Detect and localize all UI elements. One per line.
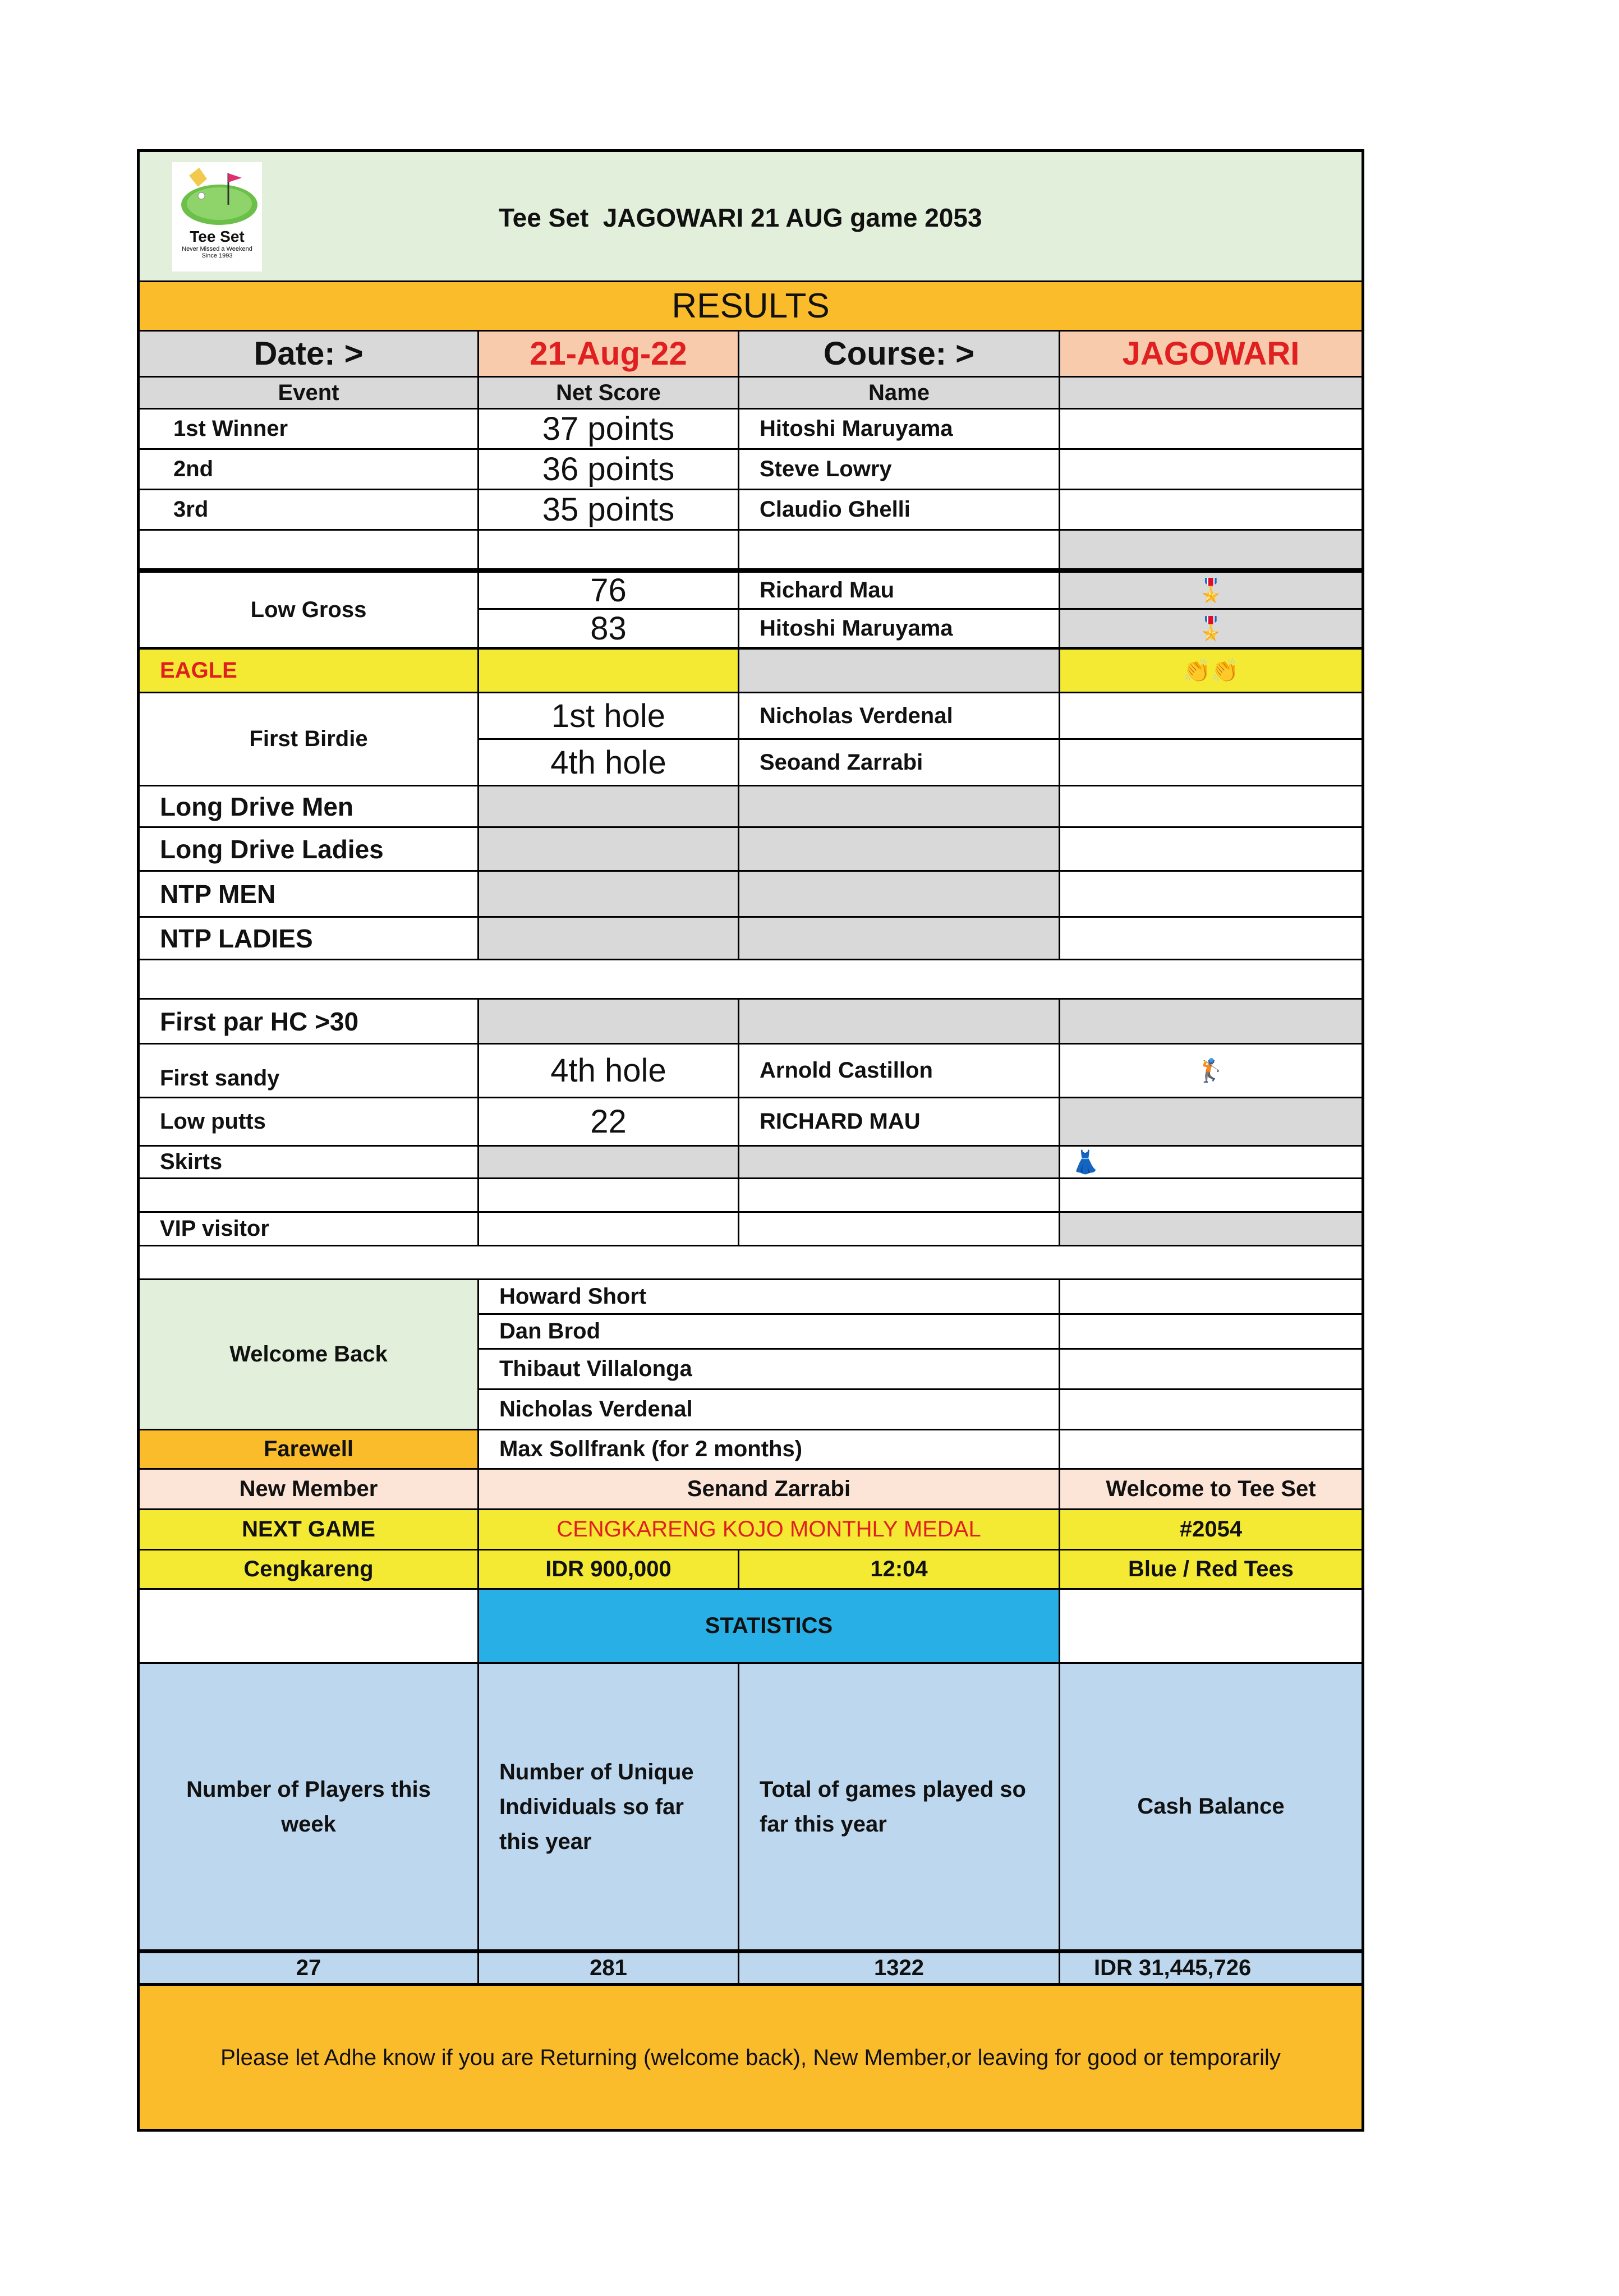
table-row bbox=[137, 872, 1364, 918]
eagle-label: EAGLE bbox=[137, 650, 479, 693]
first-birdie-row bbox=[137, 693, 1364, 786]
stat-value-unique: 281 bbox=[479, 1951, 739, 1986]
spacer-row bbox=[137, 1246, 1364, 1280]
col-event: Event bbox=[137, 378, 479, 409]
logo-name: Tee Set bbox=[190, 228, 245, 245]
vip-row bbox=[137, 1213, 1364, 1246]
long-drive-men-label: Long Drive Men bbox=[137, 786, 479, 828]
stat-value-games: 1322 bbox=[739, 1951, 1060, 1986]
farewell-name: Max Sollfrank (for 2 months) bbox=[479, 1430, 1060, 1470]
eagle-row bbox=[137, 650, 1364, 693]
sandy-hole: 4th hole bbox=[479, 1045, 739, 1098]
next-game-venue: Cengkareng bbox=[137, 1550, 479, 1590]
logo-tagline: Never Missed a Weekend bbox=[182, 246, 252, 252]
stat-header-cash: Cash Balance bbox=[1060, 1664, 1364, 1951]
tee-set-logo bbox=[172, 162, 262, 272]
table-row bbox=[137, 828, 1364, 872]
welcome-back-row bbox=[137, 1280, 1364, 1430]
table-row bbox=[137, 1000, 1364, 1045]
player-name: Steve Lowry bbox=[739, 450, 1060, 490]
list-item: Dan Brod bbox=[479, 1315, 1060, 1350]
farewell-row bbox=[137, 1430, 1364, 1470]
course-value: JAGOWARI bbox=[1060, 332, 1364, 378]
player-name: Richard Mau bbox=[739, 570, 1060, 610]
player-name: Claudio Ghelli bbox=[739, 490, 1060, 531]
spacer-row bbox=[137, 960, 1364, 1000]
statistics-headers-row bbox=[137, 1664, 1364, 1951]
course-label: Course: > bbox=[739, 332, 1060, 378]
col-net-score: Net Score bbox=[479, 378, 739, 409]
ntp-men-label: NTP MEN bbox=[137, 872, 479, 918]
table-row bbox=[137, 490, 1364, 531]
first-birdie-label: First Birdie bbox=[137, 693, 479, 786]
gross-score: 76 bbox=[479, 570, 739, 610]
medal-icon: 🎖️ bbox=[1060, 570, 1364, 610]
birdie-hole: 4th hole bbox=[479, 740, 739, 786]
player-name: Arnold Castillon bbox=[739, 1045, 1060, 1098]
table-row bbox=[137, 786, 1364, 828]
first-sandy-label: First sandy bbox=[137, 1045, 479, 1098]
statistics-values-row bbox=[137, 1951, 1364, 1986]
new-member-name: Senand Zarrabi bbox=[479, 1470, 1060, 1510]
date-value: 21-Aug-22 bbox=[479, 332, 739, 378]
ntp-ladies-label: NTP LADIES bbox=[137, 918, 479, 960]
table-row bbox=[137, 918, 1364, 960]
net-score: 36 points bbox=[479, 450, 739, 490]
long-drive-ladies-label: Long Drive Ladies bbox=[137, 828, 479, 872]
medal-icon: 🎖️ bbox=[1060, 610, 1364, 650]
event-label: 1st Winner bbox=[137, 409, 479, 450]
stat-header-unique: Number of Unique Individuals so far this year bbox=[479, 1664, 739, 1951]
next-game-fee: IDR 900,000 bbox=[479, 1550, 739, 1590]
next-game-details-row bbox=[137, 1550, 1364, 1590]
header bbox=[137, 149, 1364, 282]
column-headers bbox=[137, 378, 1364, 409]
col-name: Name bbox=[739, 378, 1060, 409]
skirts-label: Skirts bbox=[137, 1147, 479, 1179]
next-game-number: #2054 bbox=[1060, 1510, 1364, 1550]
new-member-row bbox=[137, 1470, 1364, 1510]
results-heading: RESULTS bbox=[137, 282, 1364, 332]
next-game-row bbox=[137, 1510, 1364, 1550]
low-putts-label: Low putts bbox=[137, 1098, 479, 1147]
next-game-time: 12:04 bbox=[739, 1550, 1060, 1590]
low-gross-row bbox=[137, 570, 1364, 650]
next-game-tees: Blue / Red Tees bbox=[1060, 1550, 1364, 1590]
next-game-title: CENGKARENG KOJO MONTHLY MEDAL bbox=[479, 1510, 1060, 1550]
meta-row bbox=[137, 332, 1364, 378]
spacer-row bbox=[137, 531, 1364, 570]
player-name: Nicholas Verdenal bbox=[739, 693, 1060, 740]
logo-since: Since 1993 bbox=[201, 252, 233, 259]
list-item: Thibaut Villalonga bbox=[479, 1350, 1060, 1390]
net-score: 35 points bbox=[479, 490, 739, 531]
event-label: 2nd bbox=[137, 450, 479, 490]
dress-icon: 👗 bbox=[1060, 1147, 1364, 1179]
skirts-row bbox=[137, 1147, 1364, 1179]
birdie-hole: 1st hole bbox=[479, 693, 739, 740]
welcome-back-label: Welcome Back bbox=[137, 1280, 479, 1430]
table-row bbox=[137, 450, 1364, 490]
spacer-row bbox=[137, 1179, 1364, 1213]
net-score: 37 points bbox=[479, 409, 739, 450]
player-name: Hitoshi Maruyama bbox=[739, 610, 1060, 650]
gross-score: 83 bbox=[479, 610, 739, 650]
next-game-label: NEXT GAME bbox=[137, 1510, 479, 1550]
footer-note: Please let Adhe know if you are Returning (welcome back), New Member,or leaving for good or temporarily bbox=[137, 1986, 1364, 2132]
footer-row bbox=[137, 1986, 1364, 2132]
player-name: RICHARD MAU bbox=[739, 1098, 1060, 1147]
clapping-hands-icon: 👏👏 bbox=[1060, 650, 1364, 693]
results-sheet bbox=[137, 149, 1364, 2138]
event-label: 3rd bbox=[137, 490, 479, 531]
first-par-label: First par HC >30 bbox=[137, 1000, 479, 1045]
statistics-heading-row bbox=[137, 1590, 1364, 1664]
golfer-icon: 🏌️ bbox=[1060, 1045, 1364, 1098]
putts-count: 22 bbox=[479, 1098, 739, 1147]
statistics-label: STATISTICS bbox=[479, 1590, 1060, 1664]
vip-label: VIP visitor bbox=[137, 1213, 479, 1246]
golf-green-logo-icon bbox=[172, 162, 262, 229]
page-title: Tee Set JAGOWARI 21 AUG game 2053 bbox=[499, 203, 982, 232]
stat-header-players: Number of Players this week bbox=[137, 1664, 479, 1951]
table-row bbox=[137, 409, 1364, 450]
date-label: Date: > bbox=[137, 332, 479, 378]
low-gross-label: Low Gross bbox=[137, 570, 479, 650]
low-putts-row bbox=[137, 1098, 1364, 1147]
list-item: Howard Short bbox=[479, 1280, 1060, 1315]
player-name: Seoand Zarrabi bbox=[739, 740, 1060, 786]
player-name: Hitoshi Maruyama bbox=[739, 409, 1060, 450]
stat-value-cash: IDR 31,445,726 bbox=[1060, 1951, 1364, 1986]
stat-value-players: 27 bbox=[137, 1951, 479, 1986]
new-member-label: New Member bbox=[137, 1470, 479, 1510]
first-sandy-row bbox=[137, 1045, 1364, 1098]
new-member-note: Welcome to Tee Set bbox=[1060, 1470, 1364, 1510]
list-item: Nicholas Verdenal bbox=[479, 1390, 1060, 1430]
stat-header-games: Total of games played so far this year bbox=[739, 1664, 1060, 1951]
farewell-label: Farewell bbox=[137, 1430, 479, 1470]
